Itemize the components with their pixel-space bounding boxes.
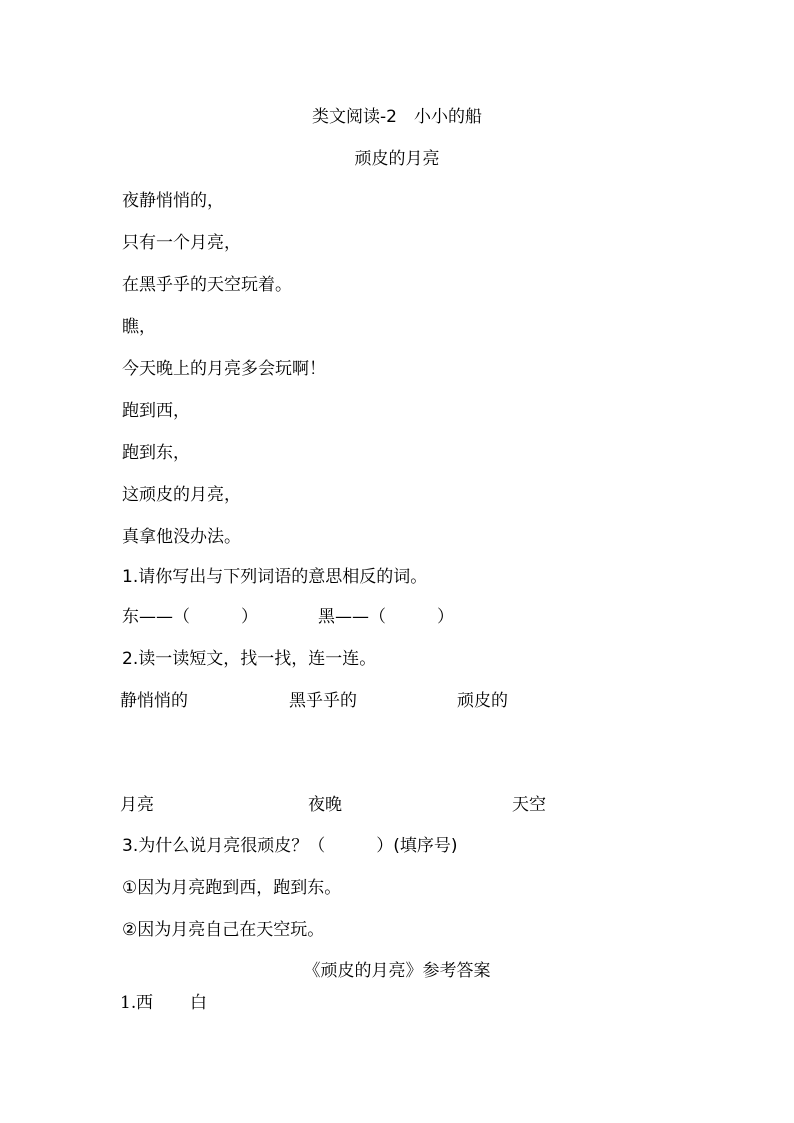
match-word-bottom-2: 夜晚	[308, 795, 342, 815]
poem-line: 这顽皮的月亮，	[122, 485, 241, 505]
question-1-prompt: 1.请你写出与下列词语的意思相反的词。	[122, 567, 428, 587]
match-word-bottom-1: 月亮	[120, 795, 154, 815]
poem-line: 今天晚上的月亮多会玩啊！	[122, 359, 326, 379]
match-word-top-1: 静悄悄的	[120, 691, 188, 711]
match-word-top-3: 顽皮的	[457, 691, 508, 711]
question-3-option-1: ①因为月亮跑到西，跑到东。	[122, 878, 342, 898]
antonym-item-east: 东——（ ）	[122, 607, 258, 627]
answer-1-number: 1.	[120, 993, 137, 1013]
poem-title: 顽皮的月亮	[354, 149, 440, 169]
question-2-prompt: 2.读一读短文，找一找，连一连。	[122, 649, 377, 669]
answer-1-second: 白	[190, 993, 207, 1013]
poem-line: 瞧，	[122, 317, 156, 337]
poem-line: 真拿他没办法。	[122, 527, 241, 547]
answer-1-first: 西	[136, 993, 153, 1013]
antonym-item-black: 黑——（ ）	[318, 607, 454, 627]
poem-line: 只有一个月亮，	[122, 233, 241, 253]
poem-line: 在黑乎乎的天空玩着。	[122, 275, 292, 295]
match-word-bottom-3: 天空	[512, 795, 546, 815]
question-3-option-2: ②因为月亮自己在天空玩。	[122, 920, 325, 940]
poem-line: 跑到东，	[122, 443, 190, 463]
poem-line: 夜静悄悄的，	[122, 191, 224, 211]
poem-line: 跑到西，	[122, 401, 190, 421]
question-3-prompt: 3.为什么说月亮很顽皮？（ ）(填序号)	[122, 836, 458, 856]
answers-heading: 《顽皮的月亮》参考答案	[303, 961, 491, 981]
match-word-top-2: 黑乎乎的	[289, 691, 357, 711]
page-title: 类文阅读-2 小小的船	[312, 107, 482, 127]
